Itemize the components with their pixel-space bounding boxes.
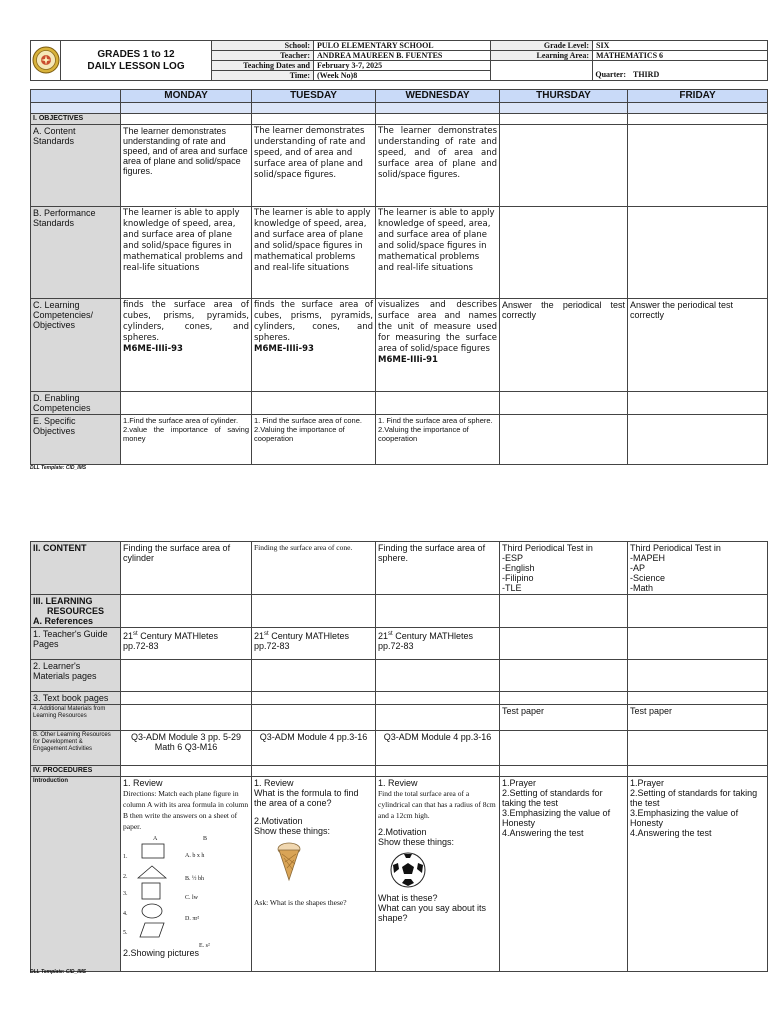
item-num-3: 3.	[123, 891, 128, 897]
tg-wed-sup: st	[388, 631, 393, 637]
formula-e: E. s²	[199, 943, 210, 949]
competencies-label: C. Learning Competencies/ Objectives	[31, 299, 121, 392]
rectangle-icon	[141, 843, 165, 859]
title-line1: GRADES 1 to 12	[97, 48, 175, 60]
empty-cell	[628, 660, 768, 692]
tg-tue	[252, 628, 376, 660]
content-procedures-table	[30, 541, 768, 972]
sub-head-cell	[121, 103, 252, 114]
tue-question: What is the formula to find the area of a cone?	[254, 788, 359, 808]
tue-ask: Ask: What is the shapes these?	[254, 898, 347, 907]
specific-tue-1: 1. Find the surface area of cone.	[254, 416, 362, 425]
empty-cell	[121, 660, 252, 692]
content-fri-line: -MAPEH	[630, 553, 666, 563]
school-value: PULO ELEMENTARY SCHOOL	[314, 41, 491, 51]
tg-wed	[376, 628, 500, 660]
content-wed: Finding the surface area of sphere.	[376, 542, 500, 595]
sub-head-cell	[376, 103, 500, 114]
intro-tue	[252, 777, 376, 972]
tg-mon-rest: Century MATHletes	[137, 631, 219, 641]
empty-cell	[376, 705, 500, 731]
tg-tue-rest: Century MATHletes	[268, 631, 350, 641]
specific-tue-2: 2.Valuing the importance of cooperation	[254, 425, 345, 443]
teacher-label: Teacher:	[212, 51, 314, 61]
content-mon: Finding the surface area of cylinder	[121, 542, 252, 595]
other-wed: Q3-ADM Module 4 pp.3-16	[376, 731, 500, 766]
empty-cell	[121, 392, 252, 415]
formula-a: A. b x h	[185, 853, 205, 859]
formula-d: D. πr²	[185, 916, 200, 922]
empty-cell	[628, 766, 768, 777]
empty-cell	[628, 114, 768, 125]
logo-cell	[31, 41, 61, 81]
empty-cell	[500, 125, 628, 207]
intro-thu	[500, 777, 628, 972]
quarter-value: THIRD	[633, 70, 660, 79]
competency-tue-code: M6ME-IIIi-93	[254, 344, 314, 354]
empty-cell	[628, 731, 768, 766]
intro-fri	[628, 777, 768, 972]
content-tue: Finding the surface area of cone.	[252, 542, 376, 595]
content-thu-line: -English	[502, 563, 535, 573]
fri-step: 1.Prayer	[630, 778, 665, 788]
empty-cell	[628, 207, 768, 299]
additional-thu: Test paper	[500, 705, 628, 731]
area-value: MATHEMATICS 6	[593, 51, 768, 61]
empty-cell	[121, 766, 252, 777]
empty-cell	[376, 766, 500, 777]
other-mon: Q3-ADM Module 3 pp. 5-29 Math 6 Q3-M16	[121, 731, 252, 766]
empty-cell	[376, 692, 500, 705]
content-standard-mon: The learner demonstrates understanding of rate and speed, and of area and surface area of plane and solid/space figures.	[121, 125, 252, 207]
specific-mon	[121, 415, 252, 465]
wed-what: What is these?	[378, 893, 438, 903]
additional-fri: Test paper	[628, 705, 768, 731]
objectives-table	[30, 89, 768, 465]
empty-cell	[628, 692, 768, 705]
grade-label: Grade Level:	[491, 41, 593, 51]
soccer-ball-icon	[388, 851, 497, 891]
empty-cell	[628, 392, 768, 415]
thu-step: 1.Prayer	[502, 778, 537, 788]
empty-cell	[500, 660, 628, 692]
sub-head-cell	[500, 103, 628, 114]
tg-tue-num: 21	[254, 631, 265, 641]
intro-mon	[121, 777, 252, 972]
tg-mon	[121, 628, 252, 660]
content-fri-line: Third Periodical Test in	[630, 543, 721, 553]
empty-cell	[500, 766, 628, 777]
competency-fri: Answer the periodical test correctly	[628, 299, 768, 392]
wed-question: Find the total surface area of a cylindrical can that has a radius of 8cm and a 12cm high.	[378, 789, 496, 820]
other-tue: Q3-ADM Module 4 pp.3-16	[252, 731, 376, 766]
specific-wed-2: 2.Valuing the importance of cooperation	[378, 425, 469, 443]
competency-wed-code: M6ME-IIIi-91	[378, 355, 438, 365]
competency-mon	[121, 299, 252, 392]
content-fri-line: -Science	[630, 573, 666, 583]
content-fri-line: -AP	[630, 563, 646, 573]
tg-mon-sup: st	[133, 631, 138, 637]
formula-b: B. ½ bh	[185, 876, 205, 882]
formula-c: C. lw	[185, 895, 199, 901]
enabling-label: D. Enabling Competencies	[31, 392, 121, 415]
area-label: Learning Area:	[491, 51, 593, 61]
content-standard-wed: The learner demonstrates understanding of rate and speed, and of area and surface area of plane and solid/space figures.	[376, 125, 500, 207]
title-cell	[61, 41, 212, 81]
teacher-value: ANDREA MAUREEN B. FUENTES	[314, 51, 491, 61]
empty-cell	[252, 660, 376, 692]
empty-cell	[500, 595, 628, 628]
footer-template-1: DLL Template: CID_IMS	[30, 465, 87, 471]
oval-icon	[141, 903, 163, 919]
grade-value: SIX	[593, 41, 768, 51]
empty-cell	[500, 628, 628, 660]
learners-materials-label: 2. Learner's Materials pages	[31, 660, 121, 692]
procedures-label: IV. PROCEDURES	[31, 766, 121, 777]
thu-step: 2.Setting of standards for taking the test	[502, 788, 603, 808]
competency-tue	[252, 299, 376, 392]
content-fri	[628, 542, 768, 595]
empty-cell	[376, 392, 500, 415]
tg-mon-pages: pp.72-83	[123, 641, 159, 651]
day-monday: MONDAY	[121, 90, 252, 103]
tue-motivation: 2.Motivation	[254, 816, 303, 826]
empty-cell	[376, 660, 500, 692]
day-wednesday: WEDNESDAY	[376, 90, 500, 103]
dates-label: Teaching Dates and	[212, 61, 314, 71]
empty-cell	[500, 207, 628, 299]
wed-show: Show these things:	[378, 837, 455, 847]
fri-step: 4.Answering the test	[630, 828, 712, 838]
wed-say: What can you say about its shape?	[378, 903, 487, 923]
other-resources-label: B. Other Learning Resources for Development & Engagement Activities	[31, 731, 121, 766]
matching-exercise	[123, 834, 249, 949]
introduction-label: Introduction	[31, 777, 121, 972]
ice-cream-cone-icon	[276, 842, 373, 884]
day-thursday: THURSDAY	[500, 90, 628, 103]
column-b-label: B	[203, 836, 208, 842]
tg-wed-num: 21	[378, 631, 389, 641]
tue-review: 1. Review	[254, 778, 294, 788]
content-label: II. CONTENT	[31, 542, 121, 595]
performance-standard-wed: The learner is able to apply knowledge of speed, area, and surface area of plane and solid/space figures in mathematical problems and real-life situations	[376, 207, 500, 299]
tg-wed-pages: pp.72-83	[378, 641, 414, 651]
content-thu-line: -Filipino	[502, 573, 534, 583]
competency-tue-text: finds the surface area of cubes, prisms, pyramids, cylinders, cones, and spheres.	[254, 300, 373, 343]
day-tuesday: TUESDAY	[252, 90, 376, 103]
sub-head-cell	[252, 103, 376, 114]
resources-label	[31, 595, 121, 628]
footer-template-2: DLL Template: CID_IMS	[30, 969, 87, 975]
resources-label-line2: RESOURCES	[46, 606, 104, 616]
empty-cell	[121, 114, 252, 125]
day-friday: FRIDAY	[628, 90, 768, 103]
textbook-label: 3. Text book pages	[31, 692, 121, 705]
tg-mon-num: 21	[123, 631, 134, 641]
competency-mon-text: finds the surface area of cubes, prisms, pyramids, cylinders, cones, and spheres.	[123, 300, 249, 343]
empty-cell	[500, 415, 628, 465]
item-num-2: 2.	[123, 874, 128, 880]
content-standard-tue: The learner demonstrates understanding of rate and speed, and of area and surface area of plane and solid/space figures.	[252, 125, 376, 207]
day-head-blank	[31, 90, 121, 103]
resources-label-line1: III. LEARNING	[33, 596, 93, 606]
content-thu	[500, 542, 628, 595]
item-num-5: 5.	[123, 930, 128, 936]
empty-cell	[500, 392, 628, 415]
school-label: School:	[212, 41, 314, 51]
content-thu-line: -TLE	[502, 583, 522, 593]
competency-wed	[376, 299, 500, 392]
specific-mon-2: 2.value the importance of saving money	[123, 425, 249, 443]
dates-value: February 3-7, 2025	[314, 61, 491, 71]
intro-wed	[376, 777, 500, 972]
time-value: (Week No)8	[314, 71, 491, 81]
tg-tue-sup: st	[264, 631, 269, 637]
empty-cell	[376, 595, 500, 628]
specific-wed-1: 1. Find the surface area of sphere.	[378, 416, 493, 425]
deped-seal-logo	[32, 46, 60, 74]
fri-step: 2.Setting of standards for taking the test	[630, 788, 758, 808]
empty-cell	[500, 731, 628, 766]
empty-cell	[500, 692, 628, 705]
performance-standards-label: B. Performance Standards	[31, 207, 121, 299]
specific-mon-1: 1.Find the surface area of cylinder.	[123, 416, 239, 425]
fri-step: 3.Emphasizing the value of Honesty	[630, 808, 739, 828]
additional-materials-label: 4. Additional Materials from Learning Resources	[31, 705, 121, 731]
content-thu-line: Third Periodical Test in	[502, 543, 593, 553]
content-fri-line: -Math	[630, 583, 654, 593]
time-label: Time:	[212, 71, 314, 81]
empty-cell	[628, 125, 768, 207]
specific-wed	[376, 415, 500, 465]
mon-directions: Directions: Match each plane figure in column A with its area formula in column B then write the answers on a sheet of paper.	[123, 789, 249, 831]
wed-motivation: 2.Motivation	[378, 827, 427, 837]
empty-cell	[376, 114, 500, 125]
item-num-1: 1.	[123, 854, 128, 860]
empty-cell	[500, 114, 628, 125]
competency-thu: Answer the periodical test correctly	[500, 299, 628, 392]
column-a-label: A	[153, 836, 158, 842]
empty-cell	[121, 692, 252, 705]
triangle-icon	[137, 865, 167, 879]
parallelogram-icon	[139, 922, 165, 938]
mon-showing: 2.Showing pictures	[123, 948, 200, 958]
references-label: A. References	[33, 616, 94, 626]
empty-cell	[252, 595, 376, 628]
item-num-4: 4.	[123, 911, 128, 917]
empty-cell	[252, 114, 376, 125]
competency-mon-code: M6ME-IIIi-93	[123, 344, 183, 354]
sub-head-cell	[31, 103, 121, 114]
teachers-guide-label: 1. Teacher's Guide Pages	[31, 628, 121, 660]
empty-cell	[252, 705, 376, 731]
sub-head-cell	[628, 103, 768, 114]
empty-cell	[628, 415, 768, 465]
empty-cell	[252, 392, 376, 415]
wed-review: 1. Review	[378, 778, 418, 788]
performance-standard-mon: The learner is able to apply knowledge of speed, area, and surface area of plane and solid/space figures in mathematical problems and real-life situations	[121, 207, 252, 299]
title-line2: DAILY LESSON LOG	[87, 60, 185, 72]
content-standards-label: A. Content Standards	[31, 125, 121, 207]
competency-wed-text: visualizes and describes surface area and names the unit of measure used for measuring the surface area of solid/space figures	[378, 300, 497, 354]
tg-tue-pages: pp.72-83	[254, 641, 290, 651]
square-icon	[141, 882, 161, 900]
specific-tue	[252, 415, 376, 465]
empty-cell	[628, 595, 768, 628]
empty-cell	[121, 705, 252, 731]
empty-cell	[121, 595, 252, 628]
performance-standard-tue: The learner is able to apply knowledge of speed, area, and surface area of plane and solid/space figures in mathematical problems and real-life situations	[252, 207, 376, 299]
thu-step: 3.Emphasizing the value of Honesty	[502, 808, 611, 828]
content-thu-line: -ESP	[502, 553, 524, 563]
empty-cell	[252, 766, 376, 777]
tg-wed-rest: Century MATHletes	[392, 631, 474, 641]
thu-step: 4.Answering the test	[502, 828, 584, 838]
quarter-label: Quarter:	[595, 70, 626, 79]
empty-cell	[628, 628, 768, 660]
tue-show: Show these things:	[254, 826, 331, 836]
mon-review: 1. Review	[123, 778, 163, 788]
empty-cell	[252, 692, 376, 705]
objectives-section-label: I. OBJECTIVES	[31, 114, 121, 125]
specific-objectives-label: E. Specific Objectives	[31, 415, 121, 465]
